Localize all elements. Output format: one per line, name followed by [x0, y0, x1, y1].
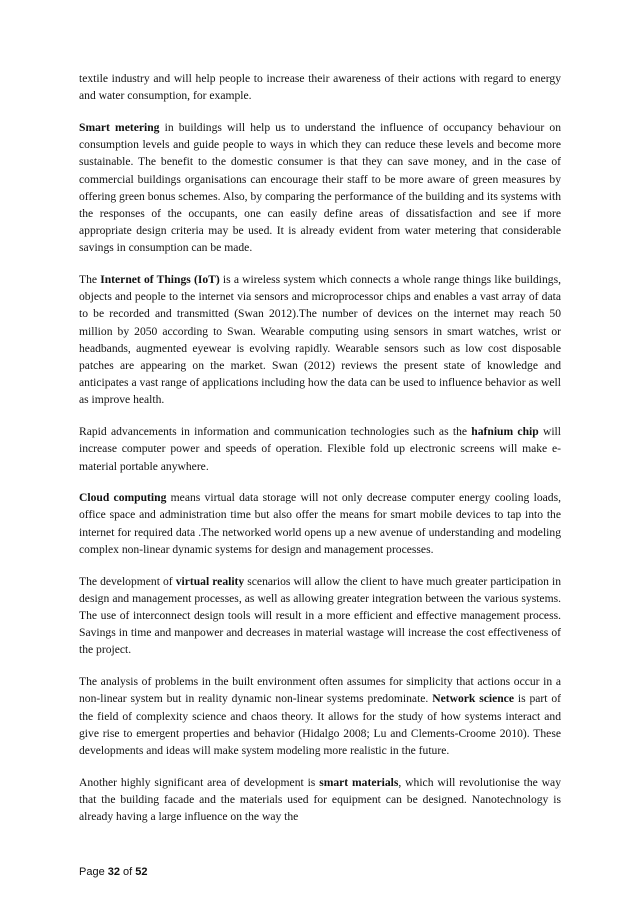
bold-term: Cloud computing: [79, 491, 167, 505]
text-run: in buildings will help us to understand the influence of occupancy behaviour on consumption levels and guide people to ways in which they can reduce these levels and become more sustainable. The benefit to the domestic consumer is that they can save money, and in the case of commercial buildings organisations can encourage their staff to be more aware of green measures by offering green bonus schemes. Also, by comparing the performance of the building and its systems with the responses of the occupants, one can easily define areas of dissatisfaction and see if more appropriate design criteria may be used. It is already evident from water metering that considerable savings in consumption can be made.: [79, 120, 561, 255]
paragraph: [79, 119, 561, 257]
text-run: Another highly significant area of development is: [79, 775, 320, 789]
text-run: Rapid advancements in information and communication technologies such as the: [79, 425, 472, 439]
text-run: is part of the field of complexity science and chaos theory. It allows for the study of how systems interact and give rise to emergent properties and behavior (Hidalgo 2008; Lu and Clements-Croome 2010). These developments and ideas will make system modeling more realistic in the future.: [79, 692, 561, 757]
paragraph: [79, 70, 561, 104]
bold-term: Smart metering: [79, 120, 160, 134]
bold-term: smart materials: [319, 775, 399, 789]
bold-term: Network science: [432, 692, 514, 706]
text-run: will increase computer power and speeds of operation. Flexible fold up electronic screens will make e-material portable anywhere.: [79, 425, 561, 473]
page-body: [79, 70, 561, 840]
total-page-number: 52: [135, 866, 148, 878]
text-run: textile industry and will help people to increase their awareness of their actions with regard to energy and water consumption, for example.: [79, 72, 561, 103]
page-separator: of: [120, 866, 136, 878]
bold-term: virtual reality: [175, 574, 245, 588]
text-run: scenarios will allow the client to have much greater participation in design and management processes, as well as allowing greater integration between the various systems. The use of interconnect design tools will result in a more efficient and effective management process. Savings in time and manpower and decreases in material wastage will increase the cost effectiveness of the project.: [79, 574, 561, 657]
current-page-number: 32: [107, 866, 120, 878]
paragraph: [79, 271, 561, 409]
page-number: [79, 866, 148, 878]
paragraph: [79, 573, 561, 659]
text-run: is a wireless system which connects a whole range things like buildings, objects and people to the internet via sensors and microprocessor chips and enables a vast array of data to be recorded and transmitted (Swan 2012).The number of devices on the internet may reach 50 million by 2050 according to Swan. Wearable computing using sensors in smart watches, wrist or headbands, augmented eyewear is evolving rapidly. Wearable sensors such as low cost disposable patches are appearing on the market. Swan (2012) reviews the present state of knowledge and anticipates a vast range of applications including how the data can be used to influence behavior as well as improve health.: [79, 273, 561, 407]
paragraph: [79, 423, 561, 475]
text-run: means virtual data storage will not only decrease computer energy cooling loads, office space and administration time but also offer the means for smart mobile devices to tap into the internet for required data .The networked world opens up a new avenue of understanding and modeling complex non-linear dynamic systems for design and management processes.: [79, 491, 561, 556]
text-run: The: [79, 273, 101, 287]
text-run: The development of: [79, 574, 176, 588]
paragraph: [79, 673, 561, 759]
bold-term: hafnium chip: [471, 425, 539, 439]
text-run: The analysis of problems in the built environment often assumes for simplicity that actions occur in a non-linear system but in reality dynamic non-linear systems predominate.: [79, 675, 561, 706]
paragraph: [79, 774, 561, 826]
page-prefix: Page: [79, 866, 108, 878]
text-run: , which will revolutionise the way that the building facade and the materials used for equipment can be designed. Nanotechnology is already having a large influence on the way the: [79, 775, 561, 824]
bold-term: Internet of Things (IoT): [100, 273, 220, 287]
paragraph: [79, 489, 561, 558]
